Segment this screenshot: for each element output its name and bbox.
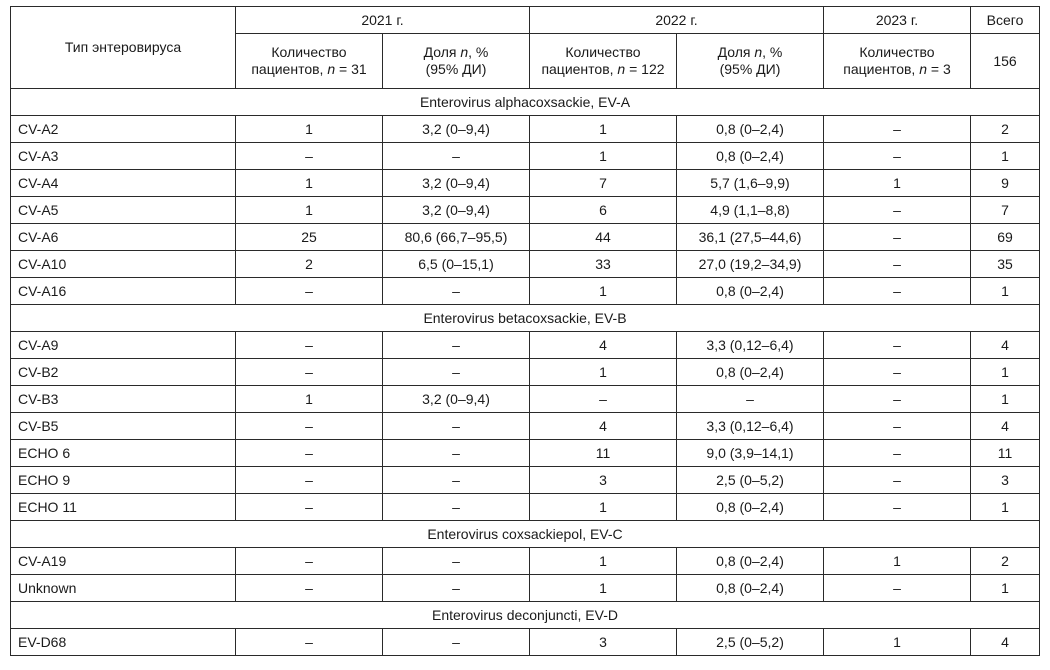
share-2022-cell: 3,3 (0,12–6,4) bbox=[677, 413, 824, 440]
share-2022-header bbox=[677, 34, 824, 89]
type-cell: CV-B2 bbox=[11, 359, 236, 386]
share-2022-cell: 36,1 (27,5–44,6) bbox=[677, 224, 824, 251]
count-2021-cell: – bbox=[236, 548, 383, 575]
share-2021-header bbox=[383, 34, 530, 89]
table-row bbox=[11, 575, 1040, 602]
count-2023-cell: 1 bbox=[824, 548, 971, 575]
year-2023-header: 2023 г. bbox=[824, 7, 971, 34]
count-2023-cell: – bbox=[824, 251, 971, 278]
group-row bbox=[11, 602, 1040, 629]
count-2022-cell: 1 bbox=[530, 359, 677, 386]
n-symbol: n bbox=[919, 61, 928, 77]
group-title: Enterovirus betacoxsackie, EV-B bbox=[11, 305, 1040, 332]
year-2022-header: 2022 г. bbox=[530, 7, 824, 34]
table-row bbox=[11, 170, 1040, 197]
count-2022-cell: 6 bbox=[530, 197, 677, 224]
share-2021-cell: – bbox=[383, 575, 530, 602]
n-value-2021: = 31 bbox=[335, 61, 367, 77]
group-row bbox=[11, 89, 1040, 116]
group-title: Enterovirus alphacoxsackie, EV-A bbox=[11, 89, 1040, 116]
count-2021-cell: – bbox=[236, 629, 383, 656]
total-cell: 35 bbox=[971, 251, 1040, 278]
share-2021-cell: – bbox=[383, 629, 530, 656]
table-row bbox=[11, 359, 1040, 386]
count-2022-cell: 3 bbox=[530, 467, 677, 494]
type-cell: CV-A6 bbox=[11, 224, 236, 251]
table-header bbox=[11, 7, 1040, 89]
count-2023-cell: 1 bbox=[824, 170, 971, 197]
count-2022-cell: 1 bbox=[530, 548, 677, 575]
share-label: Доля bbox=[423, 44, 461, 60]
count-2022-cell: 44 bbox=[530, 224, 677, 251]
table-row bbox=[11, 116, 1040, 143]
count-2021-cell: 1 bbox=[236, 170, 383, 197]
share-2021-cell: – bbox=[383, 494, 530, 521]
group-title: Enterovirus coxsackiepol, EV-C bbox=[11, 521, 1040, 548]
type-cell: ECHO 9 bbox=[11, 467, 236, 494]
type-cell: CV-A2 bbox=[11, 116, 236, 143]
count-2023-header bbox=[824, 34, 971, 89]
count-2021-cell: – bbox=[236, 332, 383, 359]
type-cell: CV-A16 bbox=[11, 278, 236, 305]
share-2022-cell: 5,7 (1,6–9,9) bbox=[677, 170, 824, 197]
share-2021-cell: – bbox=[383, 440, 530, 467]
total-cell: 7 bbox=[971, 197, 1040, 224]
count-label: Количество bbox=[859, 44, 935, 60]
table-row bbox=[11, 440, 1040, 467]
table-row bbox=[11, 629, 1040, 656]
type-cell: CV-A9 bbox=[11, 332, 236, 359]
count-2022-cell: 4 bbox=[530, 413, 677, 440]
type-cell: CV-A5 bbox=[11, 197, 236, 224]
share-2022-cell: 0,8 (0–2,4) bbox=[677, 575, 824, 602]
table-row bbox=[11, 332, 1040, 359]
type-cell: ECHO 6 bbox=[11, 440, 236, 467]
count-2023-cell: – bbox=[824, 278, 971, 305]
share-2021-cell: 80,6 (66,7–95,5) bbox=[383, 224, 530, 251]
enterovirus-table bbox=[10, 6, 1040, 656]
n-symbol: n bbox=[327, 61, 336, 77]
type-cell: CV-A19 bbox=[11, 548, 236, 575]
count-2021-cell: – bbox=[236, 278, 383, 305]
share-2022-cell: 27,0 (19,2–34,9) bbox=[677, 251, 824, 278]
count-2023-cell: – bbox=[824, 332, 971, 359]
year-2021-header: 2021 г. bbox=[236, 7, 530, 34]
count-2021-header bbox=[236, 34, 383, 89]
total-cell: 11 bbox=[971, 440, 1040, 467]
count-2021-cell: – bbox=[236, 143, 383, 170]
share-2022-cell: 0,8 (0–2,4) bbox=[677, 359, 824, 386]
share-2021-cell: 3,2 (0–9,4) bbox=[383, 116, 530, 143]
share-2022-cell: 9,0 (3,9–14,1) bbox=[677, 440, 824, 467]
total-cell: 1 bbox=[971, 278, 1040, 305]
count-2023-cell: 1 bbox=[824, 629, 971, 656]
count-label-line2: пациентов, bbox=[541, 61, 618, 77]
table-row bbox=[11, 467, 1040, 494]
n-symbol: n bbox=[460, 44, 469, 60]
total-cell: 69 bbox=[971, 224, 1040, 251]
count-2023-cell: – bbox=[824, 440, 971, 467]
count-2022-cell: 4 bbox=[530, 332, 677, 359]
share-2021-cell: – bbox=[383, 278, 530, 305]
count-2022-header bbox=[530, 34, 677, 89]
share-2021-cell: – bbox=[383, 359, 530, 386]
type-cell: CV-A4 bbox=[11, 170, 236, 197]
n-symbol: n bbox=[754, 44, 763, 60]
total-cell: 1 bbox=[971, 359, 1040, 386]
share-2022-cell: 0,8 (0–2,4) bbox=[677, 143, 824, 170]
count-2022-cell: 1 bbox=[530, 143, 677, 170]
count-2023-cell: – bbox=[824, 386, 971, 413]
count-2023-cell: – bbox=[824, 143, 971, 170]
table-row bbox=[11, 278, 1040, 305]
total-cell: 2 bbox=[971, 548, 1040, 575]
table-row bbox=[11, 197, 1040, 224]
table-row bbox=[11, 413, 1040, 440]
count-2021-cell: – bbox=[236, 440, 383, 467]
count-2022-cell: 1 bbox=[530, 575, 677, 602]
share-label-suffix: , % bbox=[468, 44, 489, 60]
count-label: Количество bbox=[271, 44, 347, 60]
count-2023-cell: – bbox=[824, 197, 971, 224]
share-2021-cell: – bbox=[383, 467, 530, 494]
type-cell: CV-A10 bbox=[11, 251, 236, 278]
count-2022-cell: 3 bbox=[530, 629, 677, 656]
share-2022-cell: 0,8 (0–2,4) bbox=[677, 278, 824, 305]
type-column-header: Тип энтеровируса bbox=[11, 7, 236, 89]
count-2023-cell: – bbox=[824, 494, 971, 521]
total-cell: 1 bbox=[971, 143, 1040, 170]
share-2022-cell: 2,5 (0–5,2) bbox=[677, 467, 824, 494]
total-cell: 1 bbox=[971, 494, 1040, 521]
table-body bbox=[11, 89, 1040, 656]
group-title: Enterovirus deconjuncti, EV-D bbox=[11, 602, 1040, 629]
total-cell: 4 bbox=[971, 629, 1040, 656]
count-2021-cell: 1 bbox=[236, 197, 383, 224]
share-2021-cell: – bbox=[383, 548, 530, 575]
count-2023-cell: – bbox=[824, 575, 971, 602]
share-2022-cell: 2,5 (0–5,2) bbox=[677, 629, 824, 656]
type-cell: EV-D68 bbox=[11, 629, 236, 656]
count-2023-cell: – bbox=[824, 413, 971, 440]
n-value-2023: = 3 bbox=[927, 61, 951, 77]
n-symbol: n bbox=[617, 61, 626, 77]
ci-label: (95% ДИ) bbox=[425, 61, 487, 77]
count-2021-cell: – bbox=[236, 575, 383, 602]
table-row bbox=[11, 143, 1040, 170]
count-2021-cell: 2 bbox=[236, 251, 383, 278]
n-value-2022: = 122 bbox=[625, 61, 665, 77]
total-cell: 2 bbox=[971, 116, 1040, 143]
share-2022-cell: 0,8 (0–2,4) bbox=[677, 116, 824, 143]
count-2021-cell: – bbox=[236, 467, 383, 494]
share-2022-cell: 0,8 (0–2,4) bbox=[677, 548, 824, 575]
share-2022-cell: 4,9 (1,1–8,8) bbox=[677, 197, 824, 224]
count-2023-cell: – bbox=[824, 224, 971, 251]
ci-label: (95% ДИ) bbox=[719, 61, 781, 77]
table-row bbox=[11, 386, 1040, 413]
count-2023-cell: – bbox=[824, 467, 971, 494]
group-row bbox=[11, 521, 1040, 548]
table-row bbox=[11, 224, 1040, 251]
total-cell: 1 bbox=[971, 575, 1040, 602]
count-2022-cell: 7 bbox=[530, 170, 677, 197]
count-2021-cell: 1 bbox=[236, 116, 383, 143]
total-value: 156 bbox=[971, 34, 1040, 89]
count-label-line2: пациентов, bbox=[843, 61, 920, 77]
type-cell: ECHO 11 bbox=[11, 494, 236, 521]
total-cell: 4 bbox=[971, 413, 1040, 440]
count-2022-cell: 1 bbox=[530, 278, 677, 305]
share-2021-cell: – bbox=[383, 332, 530, 359]
share-2021-cell: – bbox=[383, 413, 530, 440]
share-label-suffix: , % bbox=[762, 44, 783, 60]
share-2021-cell: 6,5 (0–15,1) bbox=[383, 251, 530, 278]
share-2022-cell: 3,3 (0,12–6,4) bbox=[677, 332, 824, 359]
count-label: Количество bbox=[565, 44, 641, 60]
table-row bbox=[11, 251, 1040, 278]
share-2022-cell: 0,8 (0–2,4) bbox=[677, 494, 824, 521]
total-header: Всего bbox=[971, 7, 1040, 34]
count-2022-cell: 33 bbox=[530, 251, 677, 278]
table-row bbox=[11, 548, 1040, 575]
total-cell: 3 bbox=[971, 467, 1040, 494]
count-2022-cell: – bbox=[530, 386, 677, 413]
share-2022-cell: – bbox=[677, 386, 824, 413]
count-2021-cell: 25 bbox=[236, 224, 383, 251]
type-cell: CV-A3 bbox=[11, 143, 236, 170]
count-2022-cell: 1 bbox=[530, 116, 677, 143]
count-2022-cell: 1 bbox=[530, 494, 677, 521]
total-cell: 1 bbox=[971, 386, 1040, 413]
count-2021-cell: – bbox=[236, 413, 383, 440]
share-2021-cell: 3,2 (0–9,4) bbox=[383, 170, 530, 197]
type-cell: Unknown bbox=[11, 575, 236, 602]
total-cell: 4 bbox=[971, 332, 1040, 359]
count-2021-cell: – bbox=[236, 494, 383, 521]
count-label-line2: пациентов, bbox=[251, 61, 328, 77]
total-cell: 9 bbox=[971, 170, 1040, 197]
type-cell: CV-B3 bbox=[11, 386, 236, 413]
table-row bbox=[11, 494, 1040, 521]
group-row bbox=[11, 305, 1040, 332]
count-2023-cell: – bbox=[824, 359, 971, 386]
count-2022-cell: 11 bbox=[530, 440, 677, 467]
count-2023-cell: – bbox=[824, 116, 971, 143]
share-2021-cell: 3,2 (0–9,4) bbox=[383, 197, 530, 224]
share-label: Доля bbox=[717, 44, 755, 60]
count-2021-cell: 1 bbox=[236, 386, 383, 413]
share-2021-cell: 3,2 (0–9,4) bbox=[383, 386, 530, 413]
type-cell: CV-B5 bbox=[11, 413, 236, 440]
count-2021-cell: – bbox=[236, 359, 383, 386]
share-2021-cell: – bbox=[383, 143, 530, 170]
